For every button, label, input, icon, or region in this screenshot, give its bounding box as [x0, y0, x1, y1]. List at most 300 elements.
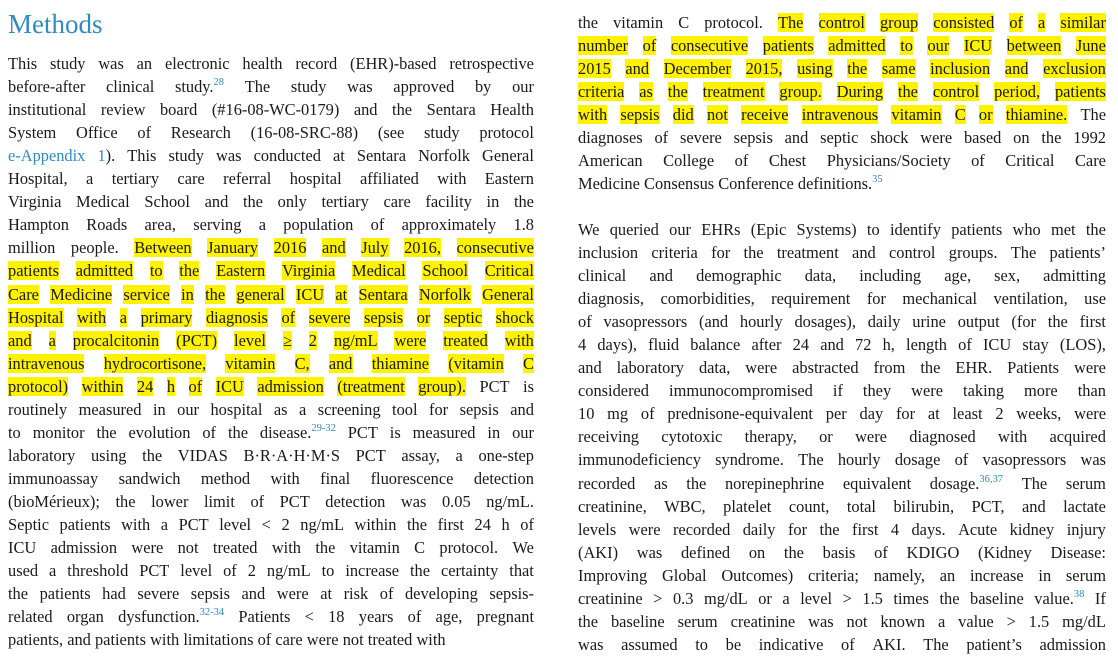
word: with — [121, 515, 151, 534]
text-line — [8, 98, 534, 121]
word: h — [501, 515, 510, 534]
word: PCT — [479, 376, 510, 396]
highlighted-text: protocol) — [8, 376, 69, 396]
text-line — [8, 236, 534, 259]
highlighted-text: patients — [8, 261, 59, 281]
highlight-gap — [224, 285, 237, 304]
word: years — [358, 607, 394, 627]
word: Acute — [958, 519, 998, 539]
word: study — [168, 146, 204, 166]
word: of — [734, 150, 749, 170]
word: tertiary — [111, 169, 160, 189]
word: laboratory — [616, 358, 684, 378]
highlighted-text: and — [1004, 58, 1029, 78]
word: Systems) — [796, 219, 857, 239]
word: daily — [742, 519, 776, 539]
highlighted-text: Critical — [484, 261, 534, 281]
word: 1.5 — [862, 588, 883, 608]
highlight-gap — [503, 354, 524, 373]
highlight-gap — [941, 105, 956, 124]
word: serving — [193, 215, 242, 235]
highlight-gap — [764, 82, 781, 101]
highlighted-text: consisted — [933, 12, 995, 32]
word: of — [841, 634, 855, 654]
word: clinical — [578, 266, 627, 286]
highlighted-text: criteria — [578, 81, 625, 101]
word: The — [798, 450, 824, 470]
highlight-gap — [687, 82, 704, 101]
word: Eastern — [484, 169, 534, 189]
word: The — [1080, 104, 1106, 124]
word: the — [315, 538, 336, 558]
word: PCT, — [971, 496, 1005, 516]
word: dosages), — [794, 312, 856, 332]
word: the — [1041, 127, 1062, 147]
highlighted-text: level — [234, 330, 266, 350]
word: assay, — [401, 445, 440, 465]
word: with — [150, 630, 180, 650]
word: bilirubin, — [893, 496, 955, 516]
text-line — [8, 190, 534, 213]
highlighted-text: diagnosis — [205, 307, 268, 327]
word: organ — [66, 607, 104, 627]
word: Research — [170, 123, 231, 143]
word: board — [159, 100, 198, 120]
text-line — [578, 218, 1106, 241]
text-line — [8, 167, 534, 190]
word: balance — [690, 335, 741, 355]
word: System — [8, 123, 57, 143]
text-line — [8, 306, 534, 329]
highlighted-text: admitted — [75, 261, 134, 281]
text-line — [8, 582, 534, 605]
word: Consensus — [644, 173, 715, 193]
text-line — [578, 472, 1106, 495]
word: and — [204, 192, 229, 212]
text-line — [578, 264, 1106, 287]
text-line — [8, 259, 534, 282]
word: equivalent — [842, 473, 912, 493]
highlight-gap — [425, 331, 444, 350]
highlighted-text: treated — [443, 330, 488, 350]
word: septic — [820, 127, 859, 147]
word: The — [1021, 473, 1048, 493]
highlighted-text: general — [236, 284, 285, 304]
word: (Kidney — [978, 542, 1032, 562]
highlighted-text: a — [1038, 12, 1046, 32]
word: > — [653, 588, 663, 608]
word: and — [1021, 496, 1046, 516]
text-line — [578, 541, 1106, 564]
word: our — [512, 77, 534, 97]
word: using — [90, 445, 127, 465]
highlight-gap — [132, 261, 151, 280]
highlighted-text: of — [642, 35, 657, 55]
highlight-gap — [727, 105, 742, 124]
word: KDIGO — [906, 542, 960, 562]
highlighted-text: 2016, — [404, 238, 441, 258]
word: were — [745, 358, 778, 378]
word: retrospective — [449, 54, 534, 73]
highlighted-text: shock — [495, 307, 534, 327]
citation-superscript[interactable]: 36,37 — [979, 473, 1004, 485]
word: 4 — [578, 335, 587, 355]
word: output — [957, 312, 1000, 332]
highlight-gap — [991, 36, 1008, 55]
word: requirement — [771, 289, 851, 309]
citation-superscript[interactable]: 38 — [1073, 588, 1085, 600]
word: sandwich — [118, 468, 181, 488]
word: defined — [680, 542, 731, 562]
word: If — [1094, 588, 1106, 608]
highlight-gap — [787, 105, 802, 124]
highlight-gap — [866, 59, 883, 78]
word: recorded — [672, 519, 731, 539]
word: ). — [105, 146, 116, 166]
highlight-gap — [55, 331, 74, 350]
word: for — [866, 289, 886, 309]
word: demographic — [696, 266, 782, 286]
highlight-gap — [31, 331, 50, 350]
highlighted-text: Eastern — [216, 261, 266, 281]
word: evolution — [128, 422, 191, 442]
word: General — [482, 146, 534, 166]
word: laboratory — [8, 445, 76, 465]
highlight-gap — [917, 13, 934, 32]
word: PCT — [347, 422, 378, 442]
word: Physicians/Society — [826, 150, 951, 170]
word: study — [290, 77, 327, 97]
highlight-gap — [965, 105, 980, 124]
citation-superscript[interactable]: 32-34 — [199, 607, 225, 619]
highlighted-text: control — [818, 12, 865, 32]
text-line — [8, 52, 534, 75]
word: hospital — [289, 169, 342, 189]
word: baseline — [610, 611, 665, 631]
word: and — [784, 127, 809, 147]
word: 10 — [578, 404, 595, 424]
word: Disease: — [1050, 542, 1106, 562]
highlighted-text: and — [322, 238, 346, 258]
highlight-gap — [158, 331, 177, 350]
highlight-gap — [83, 354, 104, 373]
highlight-gap — [627, 36, 644, 55]
word: PCT — [279, 491, 310, 511]
word: treated — [367, 630, 413, 650]
word: the — [227, 422, 248, 442]
highlighted-text: primary — [140, 307, 193, 327]
highlight-gap — [67, 377, 82, 396]
highlighted-text: and — [625, 58, 650, 78]
highlighted-text: C — [954, 104, 966, 124]
word: more — [1024, 381, 1058, 401]
word: were — [911, 381, 944, 401]
text-line — [578, 80, 1106, 103]
appendix-link[interactable]: 1 — [97, 146, 106, 166]
word: based — [963, 127, 1002, 147]
word: in — [152, 399, 166, 419]
word: dosage. — [929, 473, 980, 493]
word: Sentara — [426, 100, 476, 120]
highlight-gap — [152, 377, 167, 396]
text-line — [578, 287, 1106, 310]
highlighted-text: December — [663, 58, 731, 78]
highlight-gap — [349, 308, 365, 327]
text-line — [578, 448, 1106, 471]
highlight-gap — [265, 331, 284, 350]
word: patients — [94, 630, 146, 650]
word: health — [242, 54, 283, 73]
word: the — [686, 473, 707, 493]
highlighted-text: septic — [443, 307, 483, 327]
highlighted-text: hydrocortisone, — [103, 353, 207, 373]
word: on — [748, 542, 766, 562]
word: Critical — [1005, 150, 1055, 170]
word: ventilation, — [993, 289, 1068, 309]
highlight-gap — [402, 308, 418, 327]
word: had — [102, 584, 126, 604]
highlight-gap — [191, 238, 209, 257]
word: of — [250, 491, 265, 511]
highlight-gap — [610, 59, 627, 78]
highlight-gap — [885, 36, 902, 55]
highlighted-text: and — [8, 330, 32, 350]
word: is — [523, 376, 534, 396]
word: patients’ — [1049, 243, 1106, 262]
word: were — [628, 519, 661, 539]
word: with — [437, 169, 467, 189]
word: age, — [435, 607, 463, 627]
highlight-gap — [1027, 59, 1044, 78]
highlighted-text: consecutive — [456, 238, 534, 258]
highlight-gap — [693, 105, 708, 124]
highlighted-text: patients — [762, 35, 814, 55]
word: the — [142, 445, 163, 465]
word: or — [819, 427, 833, 447]
appendix-link[interactable]: e-Appendix — [8, 146, 86, 166]
word: Improving — [578, 565, 648, 585]
highlight-gap — [481, 308, 497, 327]
highlight-gap — [284, 285, 297, 304]
word: they — [862, 381, 892, 401]
highlighted-text: exclusion — [1043, 58, 1106, 78]
word: length — [906, 335, 947, 355]
highlight-gap — [992, 105, 1007, 124]
word: were — [131, 538, 164, 558]
word: to — [866, 219, 880, 239]
text-line — [578, 172, 1106, 195]
text-line — [8, 75, 534, 98]
highlight-gap — [122, 377, 137, 396]
highlighted-text: consecutive — [670, 35, 749, 55]
word: levels — [578, 519, 617, 539]
highlight-gap — [377, 331, 396, 350]
word: Medicine — [578, 173, 640, 193]
highlighted-text: the — [897, 81, 918, 101]
word: value. — [1034, 588, 1074, 608]
word: hourly — [739, 312, 783, 332]
word: of — [223, 561, 237, 581]
word: threshold — [67, 561, 129, 581]
word: was — [98, 54, 124, 73]
highlight-gap — [388, 238, 406, 257]
highlighted-text: (PCT) — [176, 330, 218, 350]
highlight-gap — [747, 36, 764, 55]
word: immunoassay — [8, 468, 99, 488]
word: B·R·A·H·M·S — [243, 445, 341, 465]
highlighted-text: 2 — [308, 330, 317, 350]
word: day — [859, 404, 884, 424]
text-line — [578, 310, 1106, 333]
word: our — [669, 219, 692, 239]
highlight-gap — [487, 331, 506, 350]
highlighted-text: a — [48, 330, 56, 350]
word: 2 — [281, 515, 290, 534]
word: an — [136, 54, 153, 73]
text-line — [578, 34, 1106, 57]
word: This — [8, 54, 38, 73]
highlight-gap — [346, 285, 359, 304]
word: detection — [325, 491, 386, 511]
word: mechanical — [902, 289, 978, 309]
highlight-gap — [470, 285, 483, 304]
word: American — [578, 150, 643, 170]
highlighted-text: using — [797, 58, 833, 78]
highlight-gap — [652, 82, 669, 101]
citation-superscript[interactable]: 28 — [213, 77, 225, 89]
word: of — [379, 584, 394, 604]
word: (EHR)-based — [350, 54, 437, 73]
word: be — [725, 634, 742, 654]
word: urine — [912, 312, 946, 332]
word: recorded — [578, 473, 636, 493]
text-line — [8, 398, 534, 421]
word: study — [424, 123, 460, 143]
word: ICU — [982, 335, 1012, 355]
highlighted-text: a — [119, 307, 128, 327]
highlighted-text: During — [836, 81, 884, 101]
word: the — [513, 192, 534, 212]
highlight-gap — [201, 377, 216, 396]
word: stay — [1022, 335, 1049, 355]
word: sepsis — [459, 399, 499, 419]
text-line — [578, 333, 1106, 356]
word: (see — [377, 123, 405, 143]
highlighted-text: service — [123, 284, 170, 304]
word: Medical — [76, 192, 130, 212]
text-line — [578, 518, 1106, 541]
highlight-gap — [316, 331, 335, 350]
word: the — [578, 12, 599, 32]
highlighted-text: admitted — [828, 35, 886, 55]
word: increase — [969, 565, 1024, 585]
citation-superscript[interactable]: 35 — [872, 173, 883, 185]
highlight-gap — [648, 59, 665, 78]
word: from — [873, 358, 906, 378]
highlighted-text: receive — [741, 104, 789, 124]
highlight-gap — [345, 238, 363, 257]
highlight-gap — [291, 331, 310, 350]
word: severe — [679, 127, 722, 147]
highlighted-text: sepsis — [364, 307, 404, 327]
word: value — [958, 611, 994, 631]
word: for — [428, 399, 449, 419]
highlight-gap — [993, 13, 1010, 32]
word: creatinine — [730, 611, 796, 631]
word: of — [520, 515, 534, 534]
highlight-gap — [659, 105, 674, 124]
highlight-gap — [58, 261, 77, 280]
word: a — [298, 399, 307, 419]
highlighted-text: were — [394, 330, 427, 350]
word: 72 — [855, 335, 872, 355]
highlighted-text: ICU — [215, 376, 244, 396]
highlight-gap — [978, 82, 995, 101]
word: mg/dL — [703, 588, 748, 608]
word: if — [832, 381, 843, 401]
highlighted-text: to — [149, 261, 163, 281]
word: Care — [1074, 150, 1106, 170]
highlight-gap — [334, 261, 353, 280]
word: severe — [137, 584, 180, 604]
citation-superscript[interactable]: 29-32 — [311, 422, 336, 434]
word: a — [782, 588, 790, 608]
word: dysfunction. — [118, 607, 200, 627]
highlighted-text: 2015 — [578, 58, 611, 78]
word: hospital — [210, 399, 263, 419]
word: serum — [677, 611, 718, 631]
word: of — [654, 127, 669, 147]
word: syndrome. — [715, 450, 784, 470]
word: ICU — [8, 538, 37, 558]
word: of — [407, 607, 422, 627]
highlight-gap — [264, 261, 283, 280]
word: only — [277, 192, 307, 212]
word: routinely — [8, 399, 68, 419]
highlighted-text: at — [335, 284, 348, 304]
word: serum — [1065, 473, 1106, 493]
word: was — [400, 491, 427, 511]
word: who — [1012, 219, 1041, 239]
text-line — [578, 11, 1106, 34]
word: before-after — [8, 77, 86, 97]
word: was — [578, 634, 604, 654]
word: a — [49, 561, 57, 581]
word: limit — [203, 491, 235, 511]
text-line — [578, 126, 1106, 149]
word: the — [409, 561, 430, 581]
word: in — [487, 422, 501, 442]
highlighted-text: Medical — [352, 261, 406, 281]
word: affiliated — [360, 169, 419, 189]
word: creatinine — [578, 588, 643, 608]
highlighted-text: inclusion — [930, 58, 991, 78]
word: area, — [144, 215, 176, 235]
word: admission — [50, 538, 118, 558]
highlighted-text: of — [1009, 12, 1023, 32]
word: h, — [882, 335, 895, 355]
word: pregnant — [476, 607, 534, 627]
highlighted-text: group. — [779, 81, 822, 101]
word: Office — [76, 123, 118, 143]
word: than — [1077, 381, 1106, 401]
word: screening — [317, 399, 381, 419]
highlighted-text: patients — [1054, 81, 1106, 101]
highlight-gap — [174, 377, 189, 396]
word: of — [971, 150, 985, 170]
word: used — [8, 561, 39, 581]
word: tool — [392, 399, 418, 419]
